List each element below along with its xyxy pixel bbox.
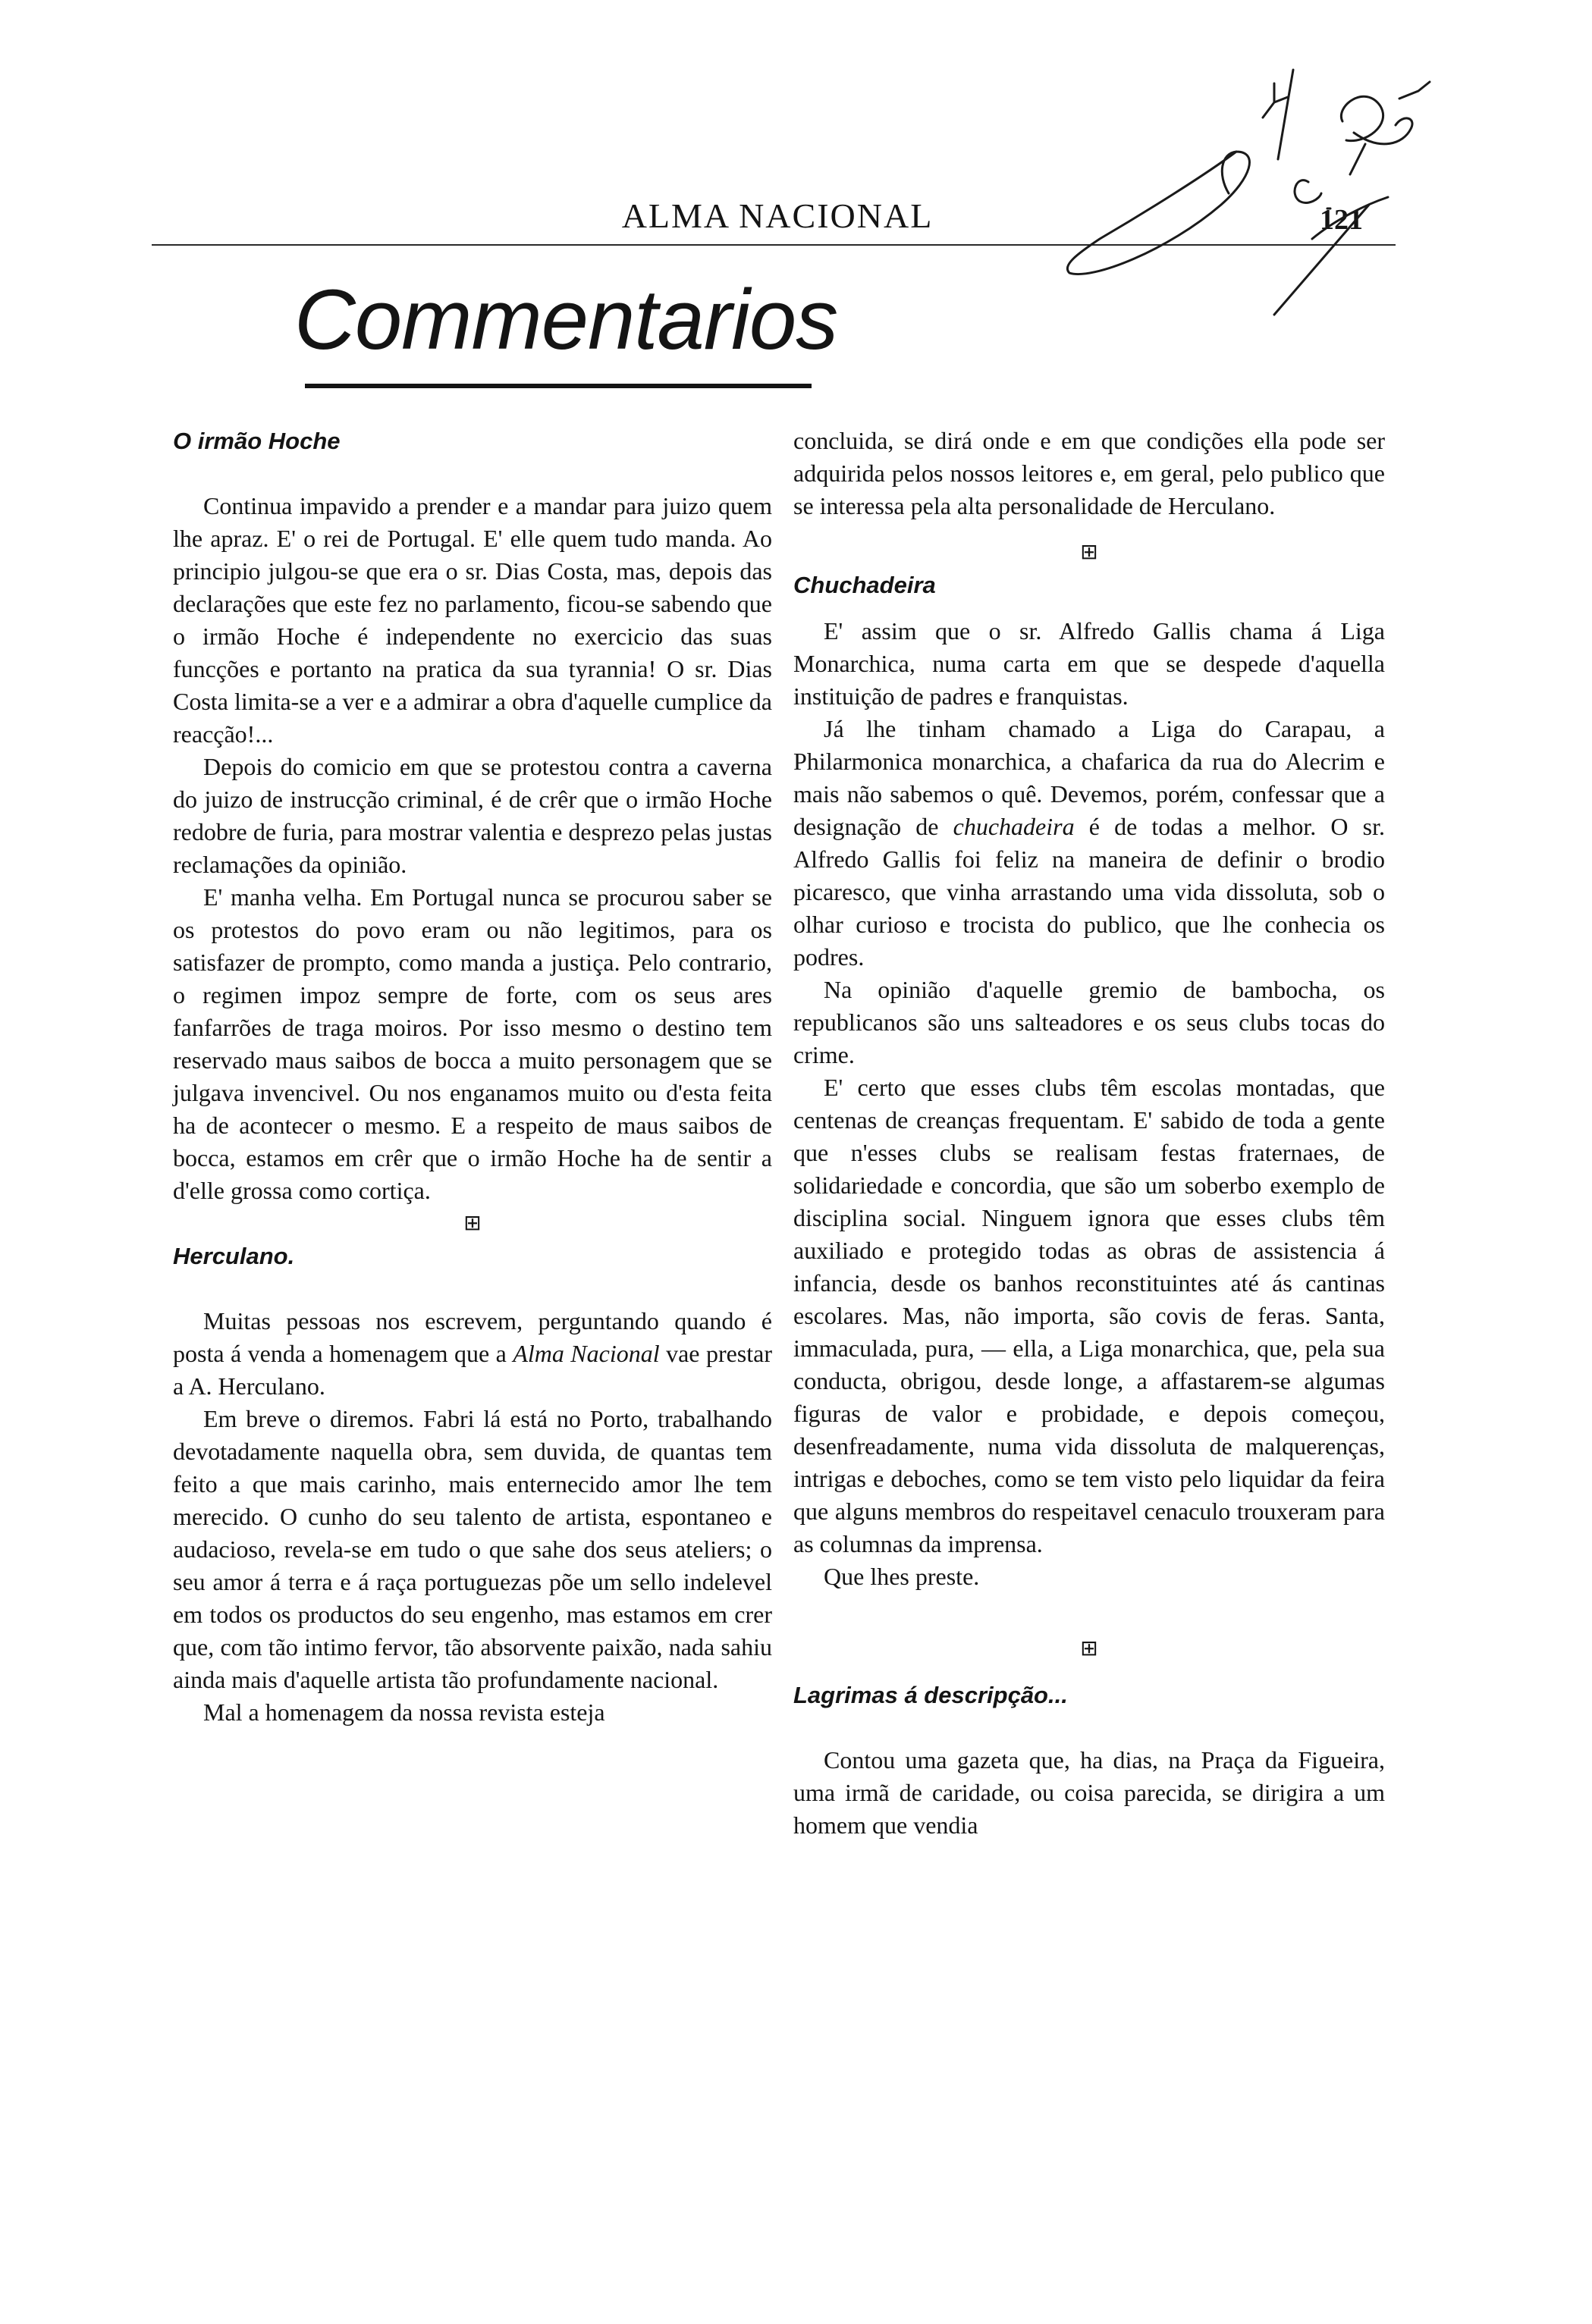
italic-word: chuchadeira — [953, 813, 1075, 840]
title-rule — [305, 384, 812, 388]
paragraph-text: vae prestar a A. Herculano. — [173, 1340, 773, 1400]
paragraph: Continua impavido a prender e a mandar para juizo quem lhe apraz. E' o rei de Portugal. E' elle quem tudo manda. Ao principio julgou-se que era o sr. Dias Costa, mas, depois das declarações que este fez no parlamento, ficou-se sabendo que o irmão Hoche é independente no exercicio das suas funcções e portanto na pratica da sua tyrannia! O sr. Dias Costa limita-se a ver e a admirar a obra d'aquelle cumplice da reacção!... — [173, 492, 772, 748]
article-heading-chuchadeira: Chuchadeira — [793, 572, 936, 598]
paragraph: concluida, se dirá onde e em que condições ella pode ser adquirida pelos nossos leitores e, em geral, pelo publico que se interessa pela alta personalidade de Herculano. — [793, 427, 1385, 519]
paragraph: Em breve o diremos. Fabri lá está no Porto, trabalhando devotadamente naquella obra, sem duvida, de quantas tem feito a que mais carinho, mais enternecido amor lhe tem merecido. O cunho do seu talento de artista, espontaneo e audacioso, revela-se em tudo o que sahe dos seus ateliers; o seu amor á terra e á raça portuguezas põe um sello indelevel em todos os productos do seu engenho, mas estamos em crer que, com tão intimo fervor, tão absorvente paixão, nada sahiu ainda mais d'aquelle artista tão profundamente nacional. — [173, 1405, 772, 1693]
paragraph-text: Muitas pessoas nos escrevem, perguntando quando é posta á venda a homenagem que a — [173, 1307, 772, 1367]
handwritten-signature — [1047, 61, 1441, 334]
paragraph: E' manha velha. Em Portugal nunca se procurou saber se os protestos do povo eram ou não legitimos, para os satisfazer de prompto, como manda a justiça. Pelo contrario, o regimen impoz sempre de forte, com os seus ares fanfarrões de traga moiros. Por isso mesmo o destino tem reservado maus saibos de bocca a muito personagem que se julgava invencivel. Ou nos enganamos muito ou d'esta feita ha de acontecer o mesmo. E a respeito de maus saibos de bocca, estamos em crêr que o irmão Hoche ha de sentir a d'elle grossa como cortiça. — [173, 883, 772, 1204]
paragraph — [173, 1305, 772, 1403]
paragraph: Que lhes preste. — [824, 1563, 980, 1590]
running-title: ALMA NACIONAL — [621, 196, 934, 235]
paragraph-text: é de todas a melhor. O sr. Alfredo Gallis foi feliz na maneira de definir o brodio picaresco, que vinha arrastando uma vida dissoluta, sob o olhar curioso e trocista do publico, que lhe conhecia os podres. — [793, 813, 1386, 971]
paragraph: Contou uma gazeta que, ha dias, na Praça da Figueira, uma irmã de caridade, ou coisa parecida, se dirigira a um homem que vendia — [793, 1746, 1385, 1839]
section-ornament: ⊞ — [463, 1212, 482, 1235]
article-heading-lagrimas: Lagrimas á descripção... — [793, 1682, 1068, 1708]
paragraph-text: Já lhe tinham chamado a Liga do Carapau, a Philarmonica monarchica, a chafarica da rua do Alecrim e mais não sabemos o quê. Devemos, porém, confessar que a designação de — [793, 715, 1385, 840]
section-ornament: ⊞ — [1080, 1637, 1098, 1661]
section-title: Commentarios — [294, 272, 838, 367]
paragraph — [793, 713, 1385, 974]
article-heading-herculano: Herculano. — [173, 1243, 295, 1269]
paragraph: Depois do comicio em que se protestou contra a caverna do juizo de instrucção criminal, é de crêr que o irmão Hoche redobre de furia, para mostrar valentia e desprezo pelas justas reclamações da opinião. — [173, 753, 772, 878]
right-column — [793, 425, 1385, 1842]
magazine-title: Alma Nacional — [513, 1340, 660, 1367]
section-ornament: ⊞ — [1080, 541, 1098, 564]
left-column — [173, 425, 772, 1729]
paragraph: Mal a homenagem da nossa revista esteja — [203, 1698, 605, 1726]
paragraph: E' certo que esses clubs têm escolas montadas, que centenas de creanças frequentam. E' sabido de toda a gente que n'esses clubs se realisam festas fraternaes, de solidariedade e concordia, que são um soberbo exemplo de disciplina social. Ninguem ignora que esses clubs têm auxiliado e protegido todas as obras de assistencia á infancia, desde os banhos reconstituintes até ás cantinas escolares. Mas, não importa, são covis de feras. Santa, immaculada, pura, — ella, a Liga monarchica, que, pela sua conducta, obrigou, desde longe, a affastarem-se algumas figuras de valor e probidade, e depois começou, desenfreadamente, numa vida dissoluta de malquerenças, intrigas e deboches, como se tem visto pelo liquidar da feira que alguns membros do respeitavel cenaculo trouxeram para as columnas da imprensa. — [793, 1074, 1385, 1557]
paragraph: Na opinião d'aquelle gremio de bambocha, os republicanos são uns salteadores e os seus clubs tocas do crime. — [793, 976, 1385, 1068]
article-heading-irmao-hoche: O irmão Hoche — [173, 428, 341, 454]
paragraph: E' assim que o sr. Alfredo Gallis chama á Liga Monarchica, numa carta em que se despede d'aquella instituição de padres e franquistas. — [793, 617, 1385, 710]
page-number: 121 — [1320, 204, 1363, 236]
